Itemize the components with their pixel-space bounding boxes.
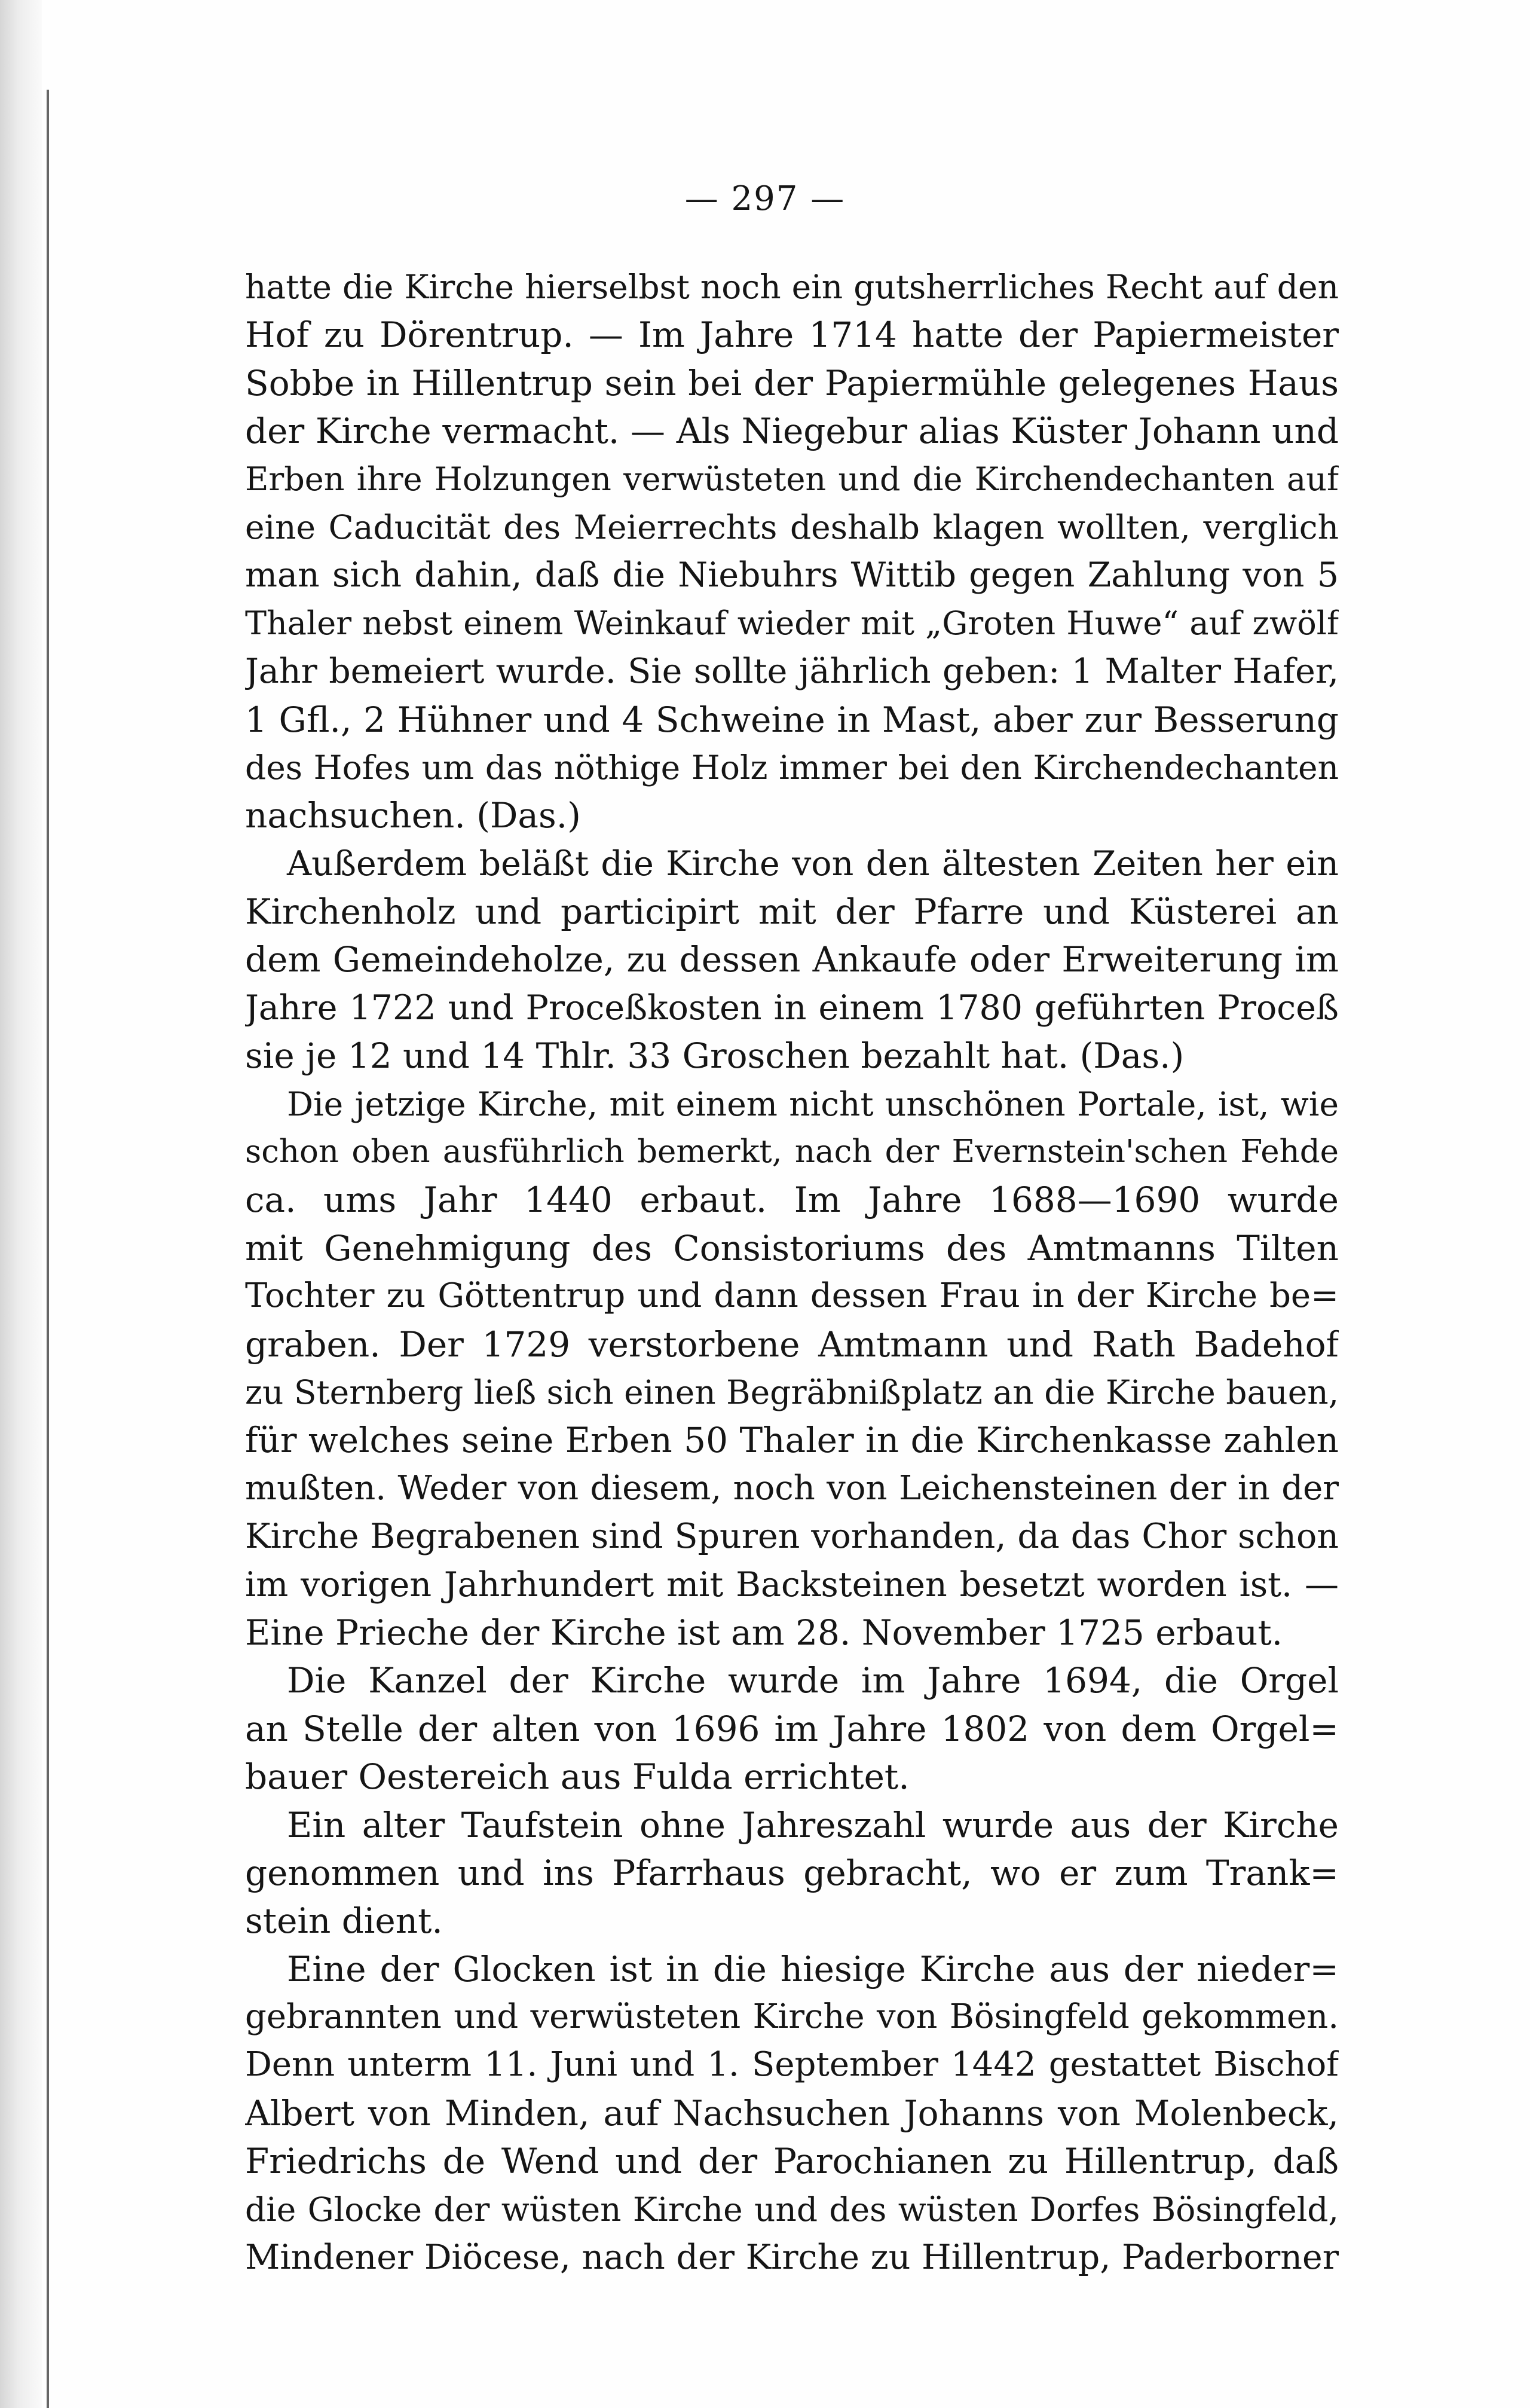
text-line: Eine Prieche der Kirche ist am 28. November 1725 erbaut. [245,1612,1283,1653]
text-line: Friedrichs de Wend und der Parochianen zu Hillentrup, daß [245,2141,1339,2182]
text-line: der Kirche vermacht. — Als Niegebur alias Küster Johann und [245,411,1339,452]
text-line: Thaler nebst einem Weinkauf wieder mit „Groten Huwe“ auf zwölf [245,604,1339,642]
text-line: sie je 12 und 14 Thlr. 33 Groschen bezahlt hat. (Das.) [245,1035,1185,1077]
text-line: dem Gemeindeholze, zu dessen Ankaufe oder Erweiterung im [245,939,1339,980]
text-line: an Stelle der alten von 1696 im Jahre 1802 von dem Orgel= [245,1708,1339,1749]
text-line: Jahre 1722 und Proceßkosten in einem 1780 geführten Proceß [245,988,1339,1028]
text-line: Hof zu Dörentrup. — Im Jahre 1714 hatte der Papiermeister [245,314,1339,356]
text-line: zu Sternberg ließ sich einen Begräbnißplatz an die Kirche bauen, [245,1373,1339,1411]
text-line: Sobbe in Hillentrup sein bei der Papiermühle gelegenes Haus [245,362,1339,404]
body-text [245,263,1339,2281]
text-line: Kirchenholz und participirt mit der Pfarre und Küsterei an [245,891,1339,933]
page-edge-rule [47,90,49,2408]
text-line: Die jetzige Kirche, mit einem nicht unschönen Portale, ist, wie [287,1084,1339,1123]
text-line: die Glocke der wüsten Kirche und des wüsten Dorfes Bösingfeld, [245,2190,1339,2229]
text-line: Erben ihre Holzungen verwüsteten und die Kirchendechanten auf [245,460,1339,498]
text-line: Die Kanzel der Kirche wurde im Jahre 1694, die Orgel [287,1660,1339,1701]
text-line: man sich dahin, daß die Niebuhrs Wittib gegen Zahlung von 5 [245,555,1339,595]
text-line: ca. ums Jahr 1440 erbaut. Im Jahre 1688—1690 wurde [245,1179,1339,1221]
text-line: nachsuchen. (Das.) [245,795,581,836]
text-line: Albert von Minden, auf Nachsuchen Johanns von Molenbeck, [245,2092,1339,2134]
text-line: graben. Der 1729 verstorbene Amtmann und Rath Badehof [245,1324,1339,1365]
text-line: im vorigen Jahrhundert mit Backsteinen besetzt worden ist. — [245,1564,1339,1605]
text-line: Tochter zu Göttentrup und dann dessen Frau in der Kirche be= [245,1276,1339,1316]
text-line: Mindener Diöcese, nach der Kirche zu Hillentrup, Paderborner [245,2238,1339,2278]
text-line: Außerdem beläßt die Kirche von den ältesten Zeiten her ein [287,844,1339,884]
text-line: gebrannten und verwüsteten Kirche von Bösingfeld gekommen. [245,1997,1339,2037]
page-number-header: — 297 — [684,179,846,218]
text-line: Kirche Begrabenen sind Spuren vorhanden, da das Chor schon [245,1517,1339,1557]
text-line: des Hofes um das nöthige Holz immer bei den Kirchendechanten [245,748,1339,787]
binding-gutter [0,0,42,2408]
text-line: hatte die Kirche hierselbst noch ein gutsherrliches Recht auf den [245,268,1339,306]
text-line: Ein alter Taufstein ohne Jahreszahl wurde aus der Kirche [287,1804,1339,1845]
text-line: Jahr bemeiert wurde. Sie sollte jährlich geben: 1 Malter Hafer, [245,652,1339,692]
text-line: genommen und ins Pfarrhaus gebracht, wo er zum Trank= [245,1852,1339,1893]
text-line: mit Genehmigung des Consistoriums des Amtmanns Tilten [245,1227,1339,1269]
text-line: für welches seine Erben 50 Thaler in die Kirchenkasse zahlen [245,1420,1339,1461]
text-line: 1 Gfl., 2 Hühner und 4 Schweine in Mast, aber zur Besserung [245,699,1339,740]
text-line: Eine der Glocken ist in die hiesige Kirche aus der nieder= [287,1948,1339,1990]
text-line: bauer Oestereich aus Fulda errichtet. [245,1756,910,1798]
text-line: mußten. Weder von diesem, noch von Leichensteinen der in der [245,1468,1339,1508]
text-line: schon oben ausführlich bemerkt, nach der Evernstein'schen Fehde [245,1133,1339,1171]
text-line: eine Caducität des Meierrechts deshalb klagen wollten, verglich [245,508,1339,546]
text-line: Denn unterm 11. Juni und 1. September 1442 gestattet Bischof [245,2045,1339,2085]
text-line: stein dient. [245,1900,443,1942]
